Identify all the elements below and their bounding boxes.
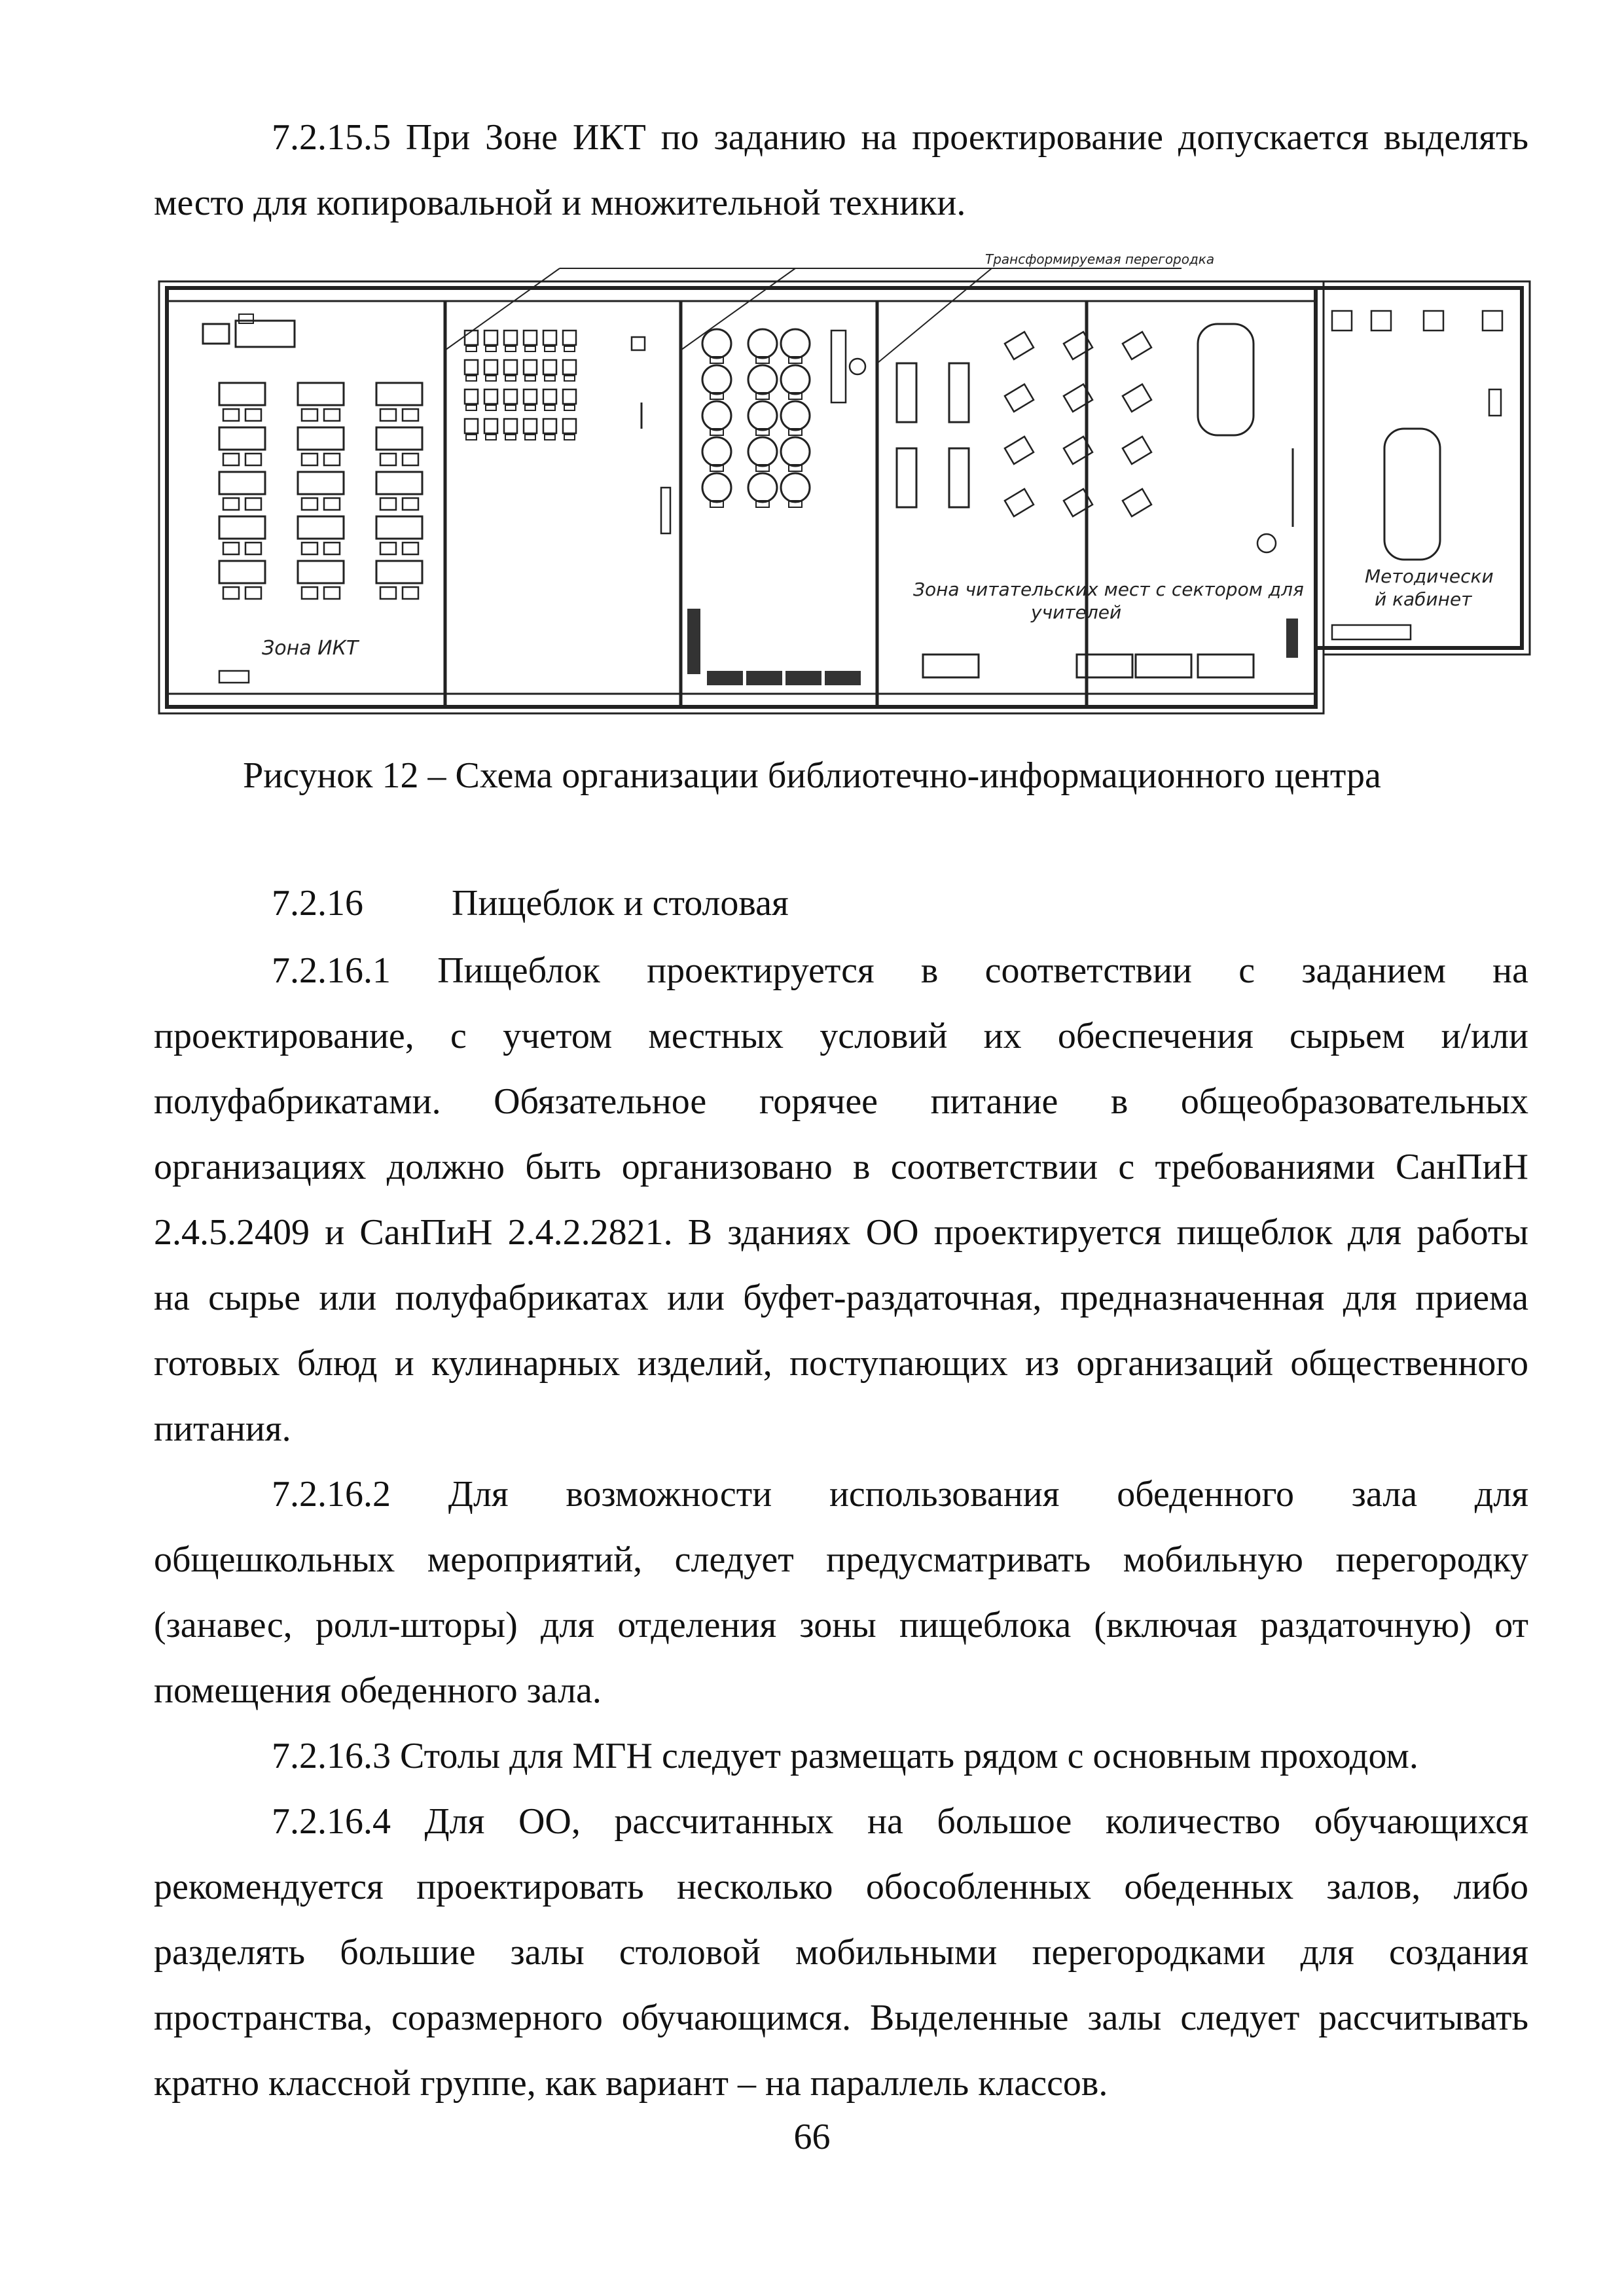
ict-desks: [219, 383, 422, 599]
section-title: Пищеблок и столовая: [452, 883, 789, 924]
paragraph-7-2-15-5-line-2: место для копировальной и множительной техники.: [154, 183, 966, 223]
floor-plan-drawing: [154, 252, 1542, 733]
paragraph-7-2-16-1-line-3: полуфабрикатами. Обязательное горячее питание в общеобразовательных: [154, 1081, 1528, 1122]
page-number: 66: [793, 2117, 831, 2157]
partition-callout-label: Трансформируемая перегородка: [985, 252, 1215, 267]
paragraph-7-2-15-5-line-1: 7.2.15.5 При Зоне ИКТ по заданию на проектирование допускается выделять: [272, 117, 1528, 158]
paragraph-7-2-16-2-line-3: (занавес, ролл-шторы) для отделения зоны пищеблока (включая раздаточную) от: [154, 1605, 1528, 1645]
reading-zone-label-line-2: учителей: [1031, 601, 1122, 623]
paragraph-7-2-16-2-line-1: 7.2.16.2 Для возможности использования обеденного зала для: [272, 1474, 1528, 1515]
paragraph-7-2-16-4-line-5: кратно классной группе, как вариант – на параллель классов.: [154, 2063, 1108, 2104]
paragraph-7-2-16-1-line-6: на сырье или полуфабрикатах или буфет-раздаточная, предназначенная для приема: [154, 1278, 1528, 1318]
reading-zone-label-line-1: Зона читательских мест с сектором для: [913, 579, 1304, 600]
section-number: 7.2.16: [272, 883, 363, 924]
methodical-cabinet-label-line-2: й кабинет: [1375, 588, 1472, 610]
paragraph-7-2-16-1-line-7: готовых блюд и кулинарных изделий, поступающих из организаций общественного: [154, 1343, 1528, 1384]
paragraph-7-2-16-3-line-1: 7.2.16.3 Столы для МГН следует размещать рядом с основным проходом.: [272, 1736, 1418, 1776]
library-floor-plan: [154, 252, 1542, 733]
round-tables: [702, 329, 810, 507]
paragraph-7-2-16-4-line-3: разделять большие залы столовой мобильными перегородками для создания: [154, 1932, 1528, 1973]
paragraph-7-2-16-4-line-4: пространства, соразмерного обучающимся. Выделенные залы следует рассчитывать: [154, 1998, 1528, 2038]
classroom-seats: [465, 331, 576, 440]
paragraph-7-2-16-4-line-2: рекомендуется проектировать несколько обособленных обеденных залов, либо: [154, 1867, 1528, 1907]
paragraph-7-2-16-1-line-5: 2.4.5.2409 и СанПиН 2.4.2.2821. В зданиях ОО проектируется пищеблок для работы: [154, 1212, 1528, 1253]
bookshelf-row: [707, 671, 861, 685]
paragraph-7-2-16-1-line-4: организациях должно быть организовано в соответствии с требованиями СанПиН: [154, 1147, 1528, 1187]
reading-chairs: [1005, 332, 1151, 516]
paragraph-7-2-16-1-line-8: питания.: [154, 1408, 291, 1449]
paragraph-7-2-16-1-line-1: 7.2.16.1 Пищеблок проектируется в соответствии с заданием на: [272, 950, 1528, 991]
paragraph-7-2-16-2-line-4: помещения обеденного зала.: [154, 1670, 602, 1711]
paragraph-7-2-16-1-line-2: проектирование, с учетом местных условий их обеспечения сырьем и/или: [154, 1016, 1528, 1056]
paragraph-7-2-16-2-line-2: общешкольных мероприятий, следует предусматривать мобильную перегородку: [154, 1539, 1528, 1580]
paragraph-7-2-16-4-line-1: 7.2.16.4 Для ОО, рассчитанных на большое количество обучающихся: [272, 1801, 1528, 1842]
methodical-cabinet-label-line-1: Методически: [1365, 565, 1494, 587]
figure-caption: Рисунок 12 – Схема организации библиотечно-информационного центра: [243, 755, 1381, 796]
zone-ikt-label: Зона ИКТ: [262, 637, 359, 660]
